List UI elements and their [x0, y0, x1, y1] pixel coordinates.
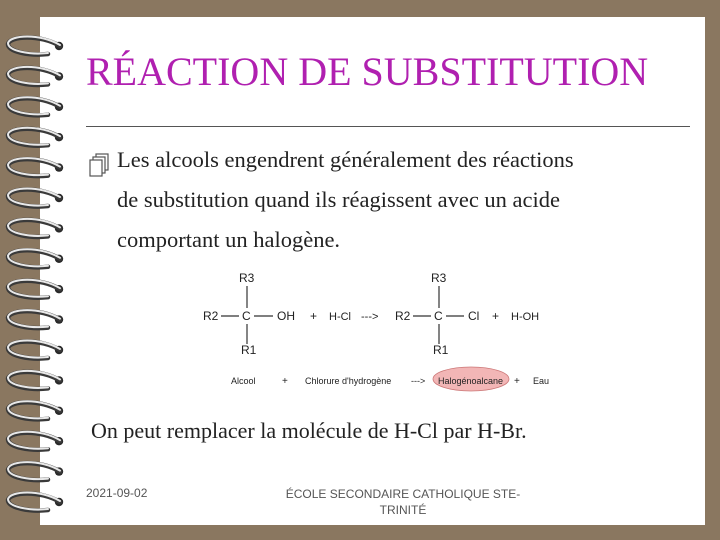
- spiral-ring: [8, 401, 63, 419]
- footer-school-line-1: ÉCOLE SECONDAIRE CATHOLIQUE STE-: [285, 487, 521, 501]
- spiral-ring: [8, 158, 63, 176]
- spiral-ring: [8, 371, 63, 389]
- bullet-text-line-3: comportant un halogène.: [117, 227, 341, 252]
- spiral-ring: [8, 462, 63, 480]
- spiral-ring: [8, 493, 63, 511]
- bullet-text-line-1: Les alcools engendrent généralement des réactions: [117, 147, 574, 172]
- name-plus-1: +: [282, 376, 288, 387]
- name-plus-2: +: [514, 376, 520, 387]
- spiral-ring: [8, 67, 63, 85]
- reaction-arrow: --->: [361, 311, 379, 323]
- plus-sign-1: +: [310, 309, 318, 323]
- reagent-label: H-Cl: [329, 311, 351, 323]
- slide-title: RÉACTION DE SUBSTITUTION: [86, 49, 649, 94]
- footer-school-line-2: TRINITÉ: [379, 503, 427, 517]
- alcohol-name-label: Alcool: [231, 376, 256, 386]
- spiral-ring: [8, 219, 63, 237]
- water-formula-label: H-OH: [511, 311, 540, 323]
- spiral-ring: [8, 310, 63, 328]
- left-r1-label: R1: [241, 343, 257, 357]
- spiral-ring: [8, 341, 63, 359]
- right-carbon-label: C: [434, 309, 443, 323]
- bullet-text-line-2: de substitution quand ils réagissent avec un acide: [117, 187, 561, 212]
- spiral-ring: [8, 249, 63, 267]
- right-r2-label: R2: [395, 309, 411, 323]
- footer-school-name: [238, 486, 568, 518]
- acid-name-label: Chlorure d'hydrogène: [305, 376, 392, 386]
- spiral-ring: [8, 189, 63, 207]
- left-r3-label: R3: [239, 271, 255, 285]
- stacked-pages-icon: [88, 152, 110, 178]
- title-divider: [86, 126, 690, 127]
- right-r3-label: R3: [431, 271, 447, 285]
- spiral-ring: [8, 97, 63, 115]
- reaction-diagram: [195, 266, 565, 396]
- halogenoalkane-name-label: Halogénoalcane: [438, 376, 504, 386]
- left-oh-label: OH: [277, 309, 295, 323]
- left-carbon-label: C: [242, 309, 251, 323]
- name-arrow: --->: [411, 376, 426, 386]
- right-r1-label: R1: [433, 343, 449, 357]
- footer-date: 2021-09-02: [86, 486, 148, 500]
- spiral-ring: [8, 280, 63, 298]
- substitution-note: On peut remplacer la molécule de H-Cl par H-Br.: [91, 418, 527, 443]
- left-r2-label: R2: [203, 309, 219, 323]
- spiral-ring: [8, 128, 63, 146]
- spiral-binding: [0, 0, 80, 540]
- plus-sign-2: +: [492, 309, 500, 323]
- spiral-ring: [8, 432, 63, 450]
- spiral-ring: [8, 37, 63, 55]
- right-cl-label: Cl: [468, 309, 480, 323]
- water-name-label: Eau: [533, 376, 550, 386]
